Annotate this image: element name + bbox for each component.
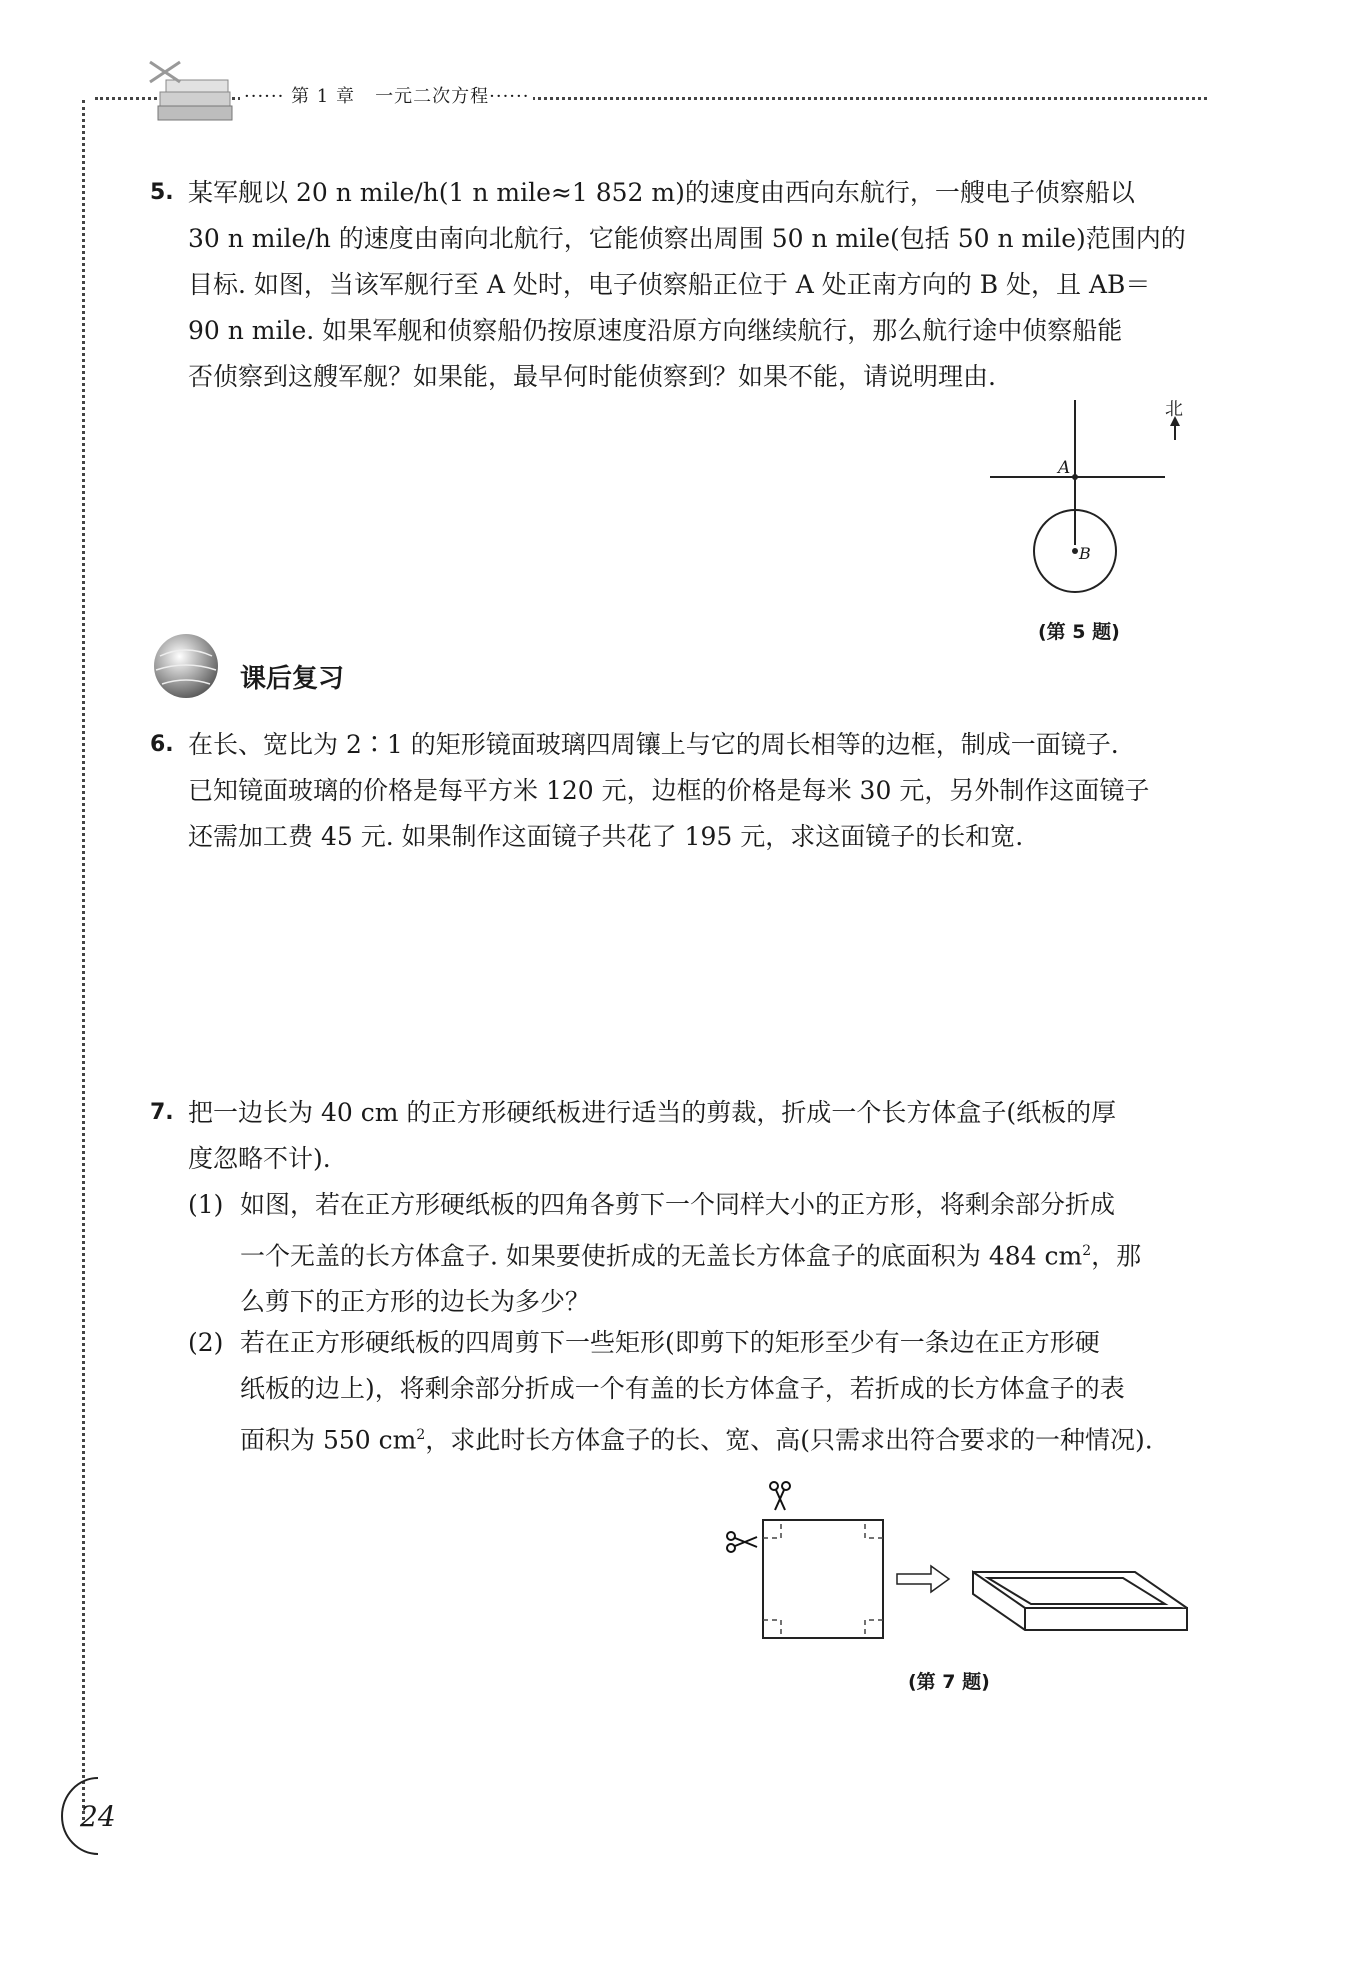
question-number: 6.	[150, 732, 174, 757]
point-a-dot	[1072, 474, 1078, 480]
figure-7-caption: (第 7 题)	[908, 1671, 990, 1693]
page-number: 24	[80, 1800, 116, 1833]
figure-5-caption: (第 5 题)	[1038, 621, 1120, 643]
chapter-title: 一元二次方程	[375, 86, 490, 107]
text-line: 度忽略不计).	[188, 1144, 331, 1173]
text-line: 在长、宽比为 2∶1 的矩形镜面玻璃四周镶上与它的周长相等的边框，制成一面镜子.	[188, 730, 1119, 759]
text-line: 把一边长为 40 cm 的正方形硬纸板进行适当的剪裁，折成一个长方体盒子(纸板的厚	[188, 1098, 1117, 1127]
superscript: 2	[416, 1427, 426, 1443]
text-line: 某军舰以 20 n mile/h(1 n mile≈1 852 m)的速度由西向东航行，一艘电子侦察船以	[188, 178, 1135, 207]
part-label: (1)	[188, 1190, 224, 1219]
point-b-label: B	[1079, 544, 1091, 563]
figure-7-diagram	[725, 1480, 1195, 1650]
text-line: 纸板的边上)，将剩余部分折成一个有盖的长方体盒子，若折成的长方体盒子的表	[240, 1374, 1125, 1403]
section-title: 课后复习	[240, 664, 345, 694]
part-label: (2)	[188, 1328, 224, 1357]
question-text	[188, 1090, 1203, 1182]
text-line	[240, 1228, 1220, 1279]
point-a-label: A	[1058, 458, 1071, 478]
text-line: 么剪下的正方形的边长为多少？	[240, 1287, 591, 1317]
chapter-header: ······ 第 1 章 一元二次方程······	[240, 82, 533, 108]
question-text	[188, 170, 1203, 400]
text-line: 如图，若在正方形硬纸板的四角各剪下一个同样大小的正方形，将剩余部分折成	[240, 1190, 1116, 1219]
point-b-dot	[1072, 548, 1078, 554]
text-line: 目标. 如图，当该军舰行至 A 处时，电子侦察船正位于 A 处正南方向的 B 处，且 AB＝	[188, 270, 1151, 299]
north-label: 北	[1165, 399, 1183, 420]
text-line: 若在正方形硬纸板的四周剪下一些矩形(即剪下的矩形至少有一条边在正方形硬	[240, 1328, 1100, 1357]
text-segment: 面积为 550 cm	[240, 1425, 417, 1455]
margin-rule	[82, 100, 85, 1820]
question-number: 5.	[150, 180, 174, 205]
text-line	[240, 1412, 1220, 1463]
text-line: 30 n mile/h 的速度由南向北航行，它能侦察出周围 50 n mile(包括 50 n mile)范围内的	[188, 224, 1186, 253]
arrow-right-icon	[897, 1566, 949, 1592]
text-line: 否侦察到这艘军舰？如果能，最早何时能侦察到？如果不能，请说明理由.	[188, 362, 996, 391]
text-segment: ，那	[1091, 1241, 1142, 1271]
scissors-left-icon	[727, 1532, 757, 1552]
text-line: 还需加工费 45 元. 如果制作这面镜子共花了 195 元，求这面镜子的长和宽.	[188, 822, 1024, 851]
scissors-top-icon	[770, 1482, 790, 1510]
question-text	[188, 722, 1203, 860]
cut-lines	[763, 1520, 883, 1638]
open-box	[973, 1572, 1187, 1630]
figure-5-diagram	[980, 390, 1190, 610]
text-segment: ，求此时长方体盒子的长、宽、高(只需求出符合要求的一种情况).	[425, 1425, 1153, 1455]
text-line: 已知镜面玻璃的价格是每平方米 120 元，边框的价格是每米 30 元，另外制作这面镜子	[188, 776, 1150, 805]
books-logo-icon	[140, 52, 240, 132]
text-segment: 一个无盖的长方体盒子. 如果要使折成的无盖长方体盒子的底面积为 484 cm	[240, 1241, 1083, 1271]
globe-icon	[150, 630, 222, 702]
chapter-number: 第 1 章	[291, 86, 355, 107]
superscript: 2	[1082, 1243, 1092, 1259]
question-number: 7.	[150, 1100, 174, 1125]
text-line: 90 n mile. 如果军舰和侦察船仍按原速度沿原方向继续航行，那么航行途中侦察船能	[188, 316, 1123, 345]
